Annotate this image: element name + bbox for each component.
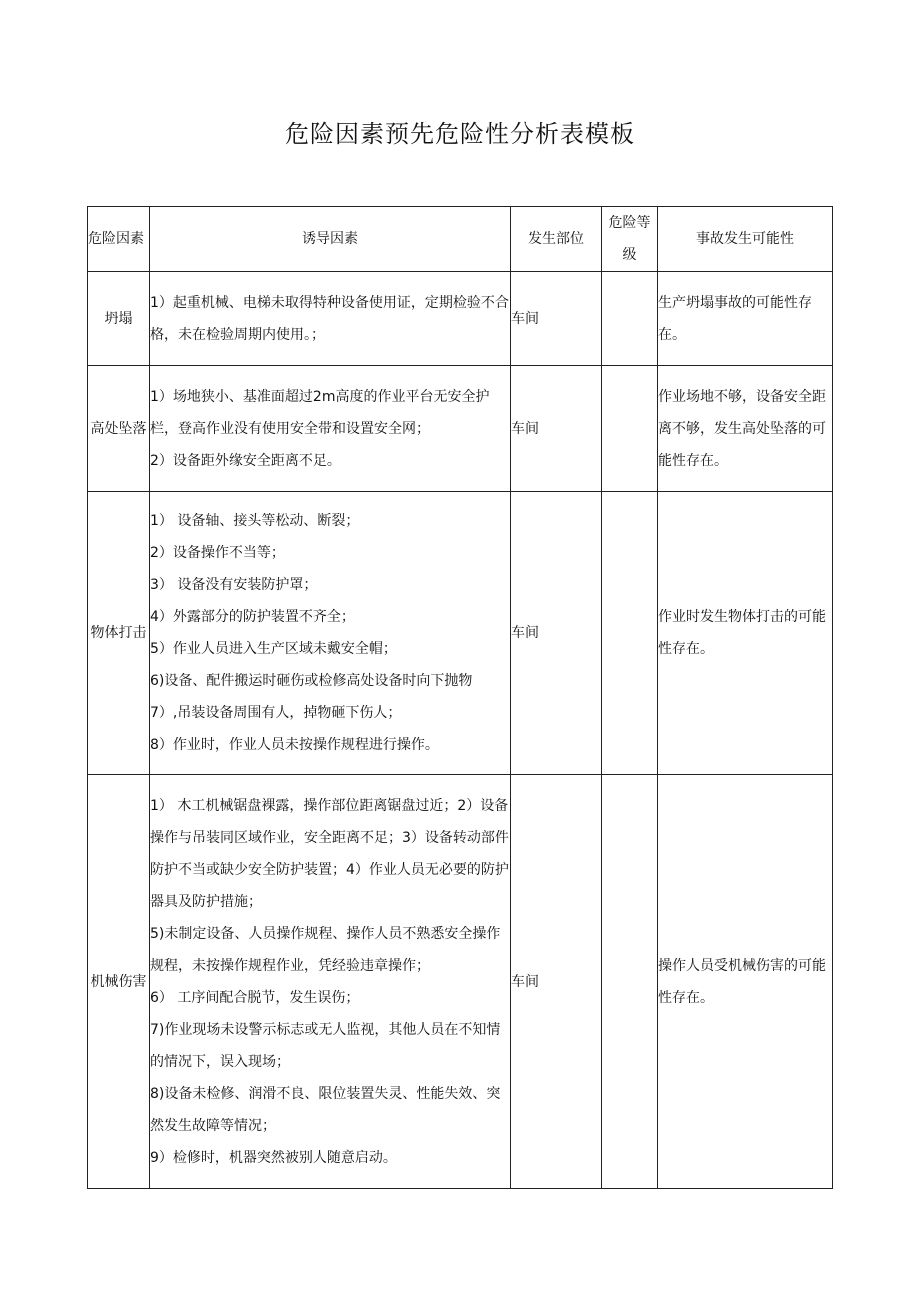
- location-cell: 车间: [511, 492, 602, 775]
- cause-item: 2）设备操作不当等；: [150, 545, 285, 561]
- header-level: 危险等级: [602, 207, 658, 272]
- table-row: [88, 492, 833, 775]
- level-cell: [602, 492, 658, 775]
- level-cell: [602, 775, 658, 1189]
- location-cell: 车间: [511, 272, 602, 366]
- cause-cell: [150, 366, 511, 492]
- hazard-cell: 高处坠落: [88, 366, 150, 492]
- page-title: 危险因素预先危险性分析表模板: [285, 120, 635, 148]
- possibility-cell: 作业时发生物体打击的可能性存在。: [658, 492, 833, 775]
- cause-item: 4）外露部分的防护装置不齐全；: [150, 609, 355, 625]
- cause-cell: [150, 775, 511, 1189]
- header-location: 发生部位: [511, 207, 602, 272]
- cause-item: 8)设备未检修、润滑不良、限位装置失灵、性能失效、突然发生故障等情况；: [150, 1085, 501, 1134]
- header-cause: 诱导因素: [150, 207, 511, 272]
- possibility-cell: 操作人员受机械伤害的可能性存在。: [658, 775, 833, 1189]
- cause-item: 3） 设备没有安装防护罩；: [150, 577, 318, 593]
- hazard-cell: 坍塌: [88, 272, 150, 366]
- hazard-analysis-table: [87, 206, 833, 1189]
- table-header-row: [88, 207, 833, 272]
- header-hazard: 危险因素: [88, 207, 150, 272]
- cause-item: 7)作业现场未设警示标志或无人监视，其他人员在不知情的情况下，误入现场；: [150, 1021, 501, 1070]
- cause-item: 1） 设备轴、接头等松动、断裂；: [150, 513, 360, 529]
- cause-item: 1）起重机械、电梯未取得特种设备使用证，定期检验不合格，未在检验周期内使用。；: [150, 294, 509, 343]
- cause-item: 1） 木工机械锯盘裸露，操作部位距离锯盘过近；2）设备操作与吊装同区域作业，安全距离不足；3）设备转动部件防护不当或缺少安全防护装置；4）作业人员无必要的防护器具及防护措施；: [150, 797, 509, 910]
- table-row: [88, 272, 833, 366]
- cause-item: 6） 工序间配合脱节，发生误伤；: [150, 989, 360, 1006]
- possibility-cell: 作业场地不够，设备安全距离不够，发生高处坠落的可能性存在。: [658, 366, 833, 492]
- cause-item: 9）检修时，机器突然被别人随意启动。: [150, 1149, 397, 1166]
- table-row: [88, 775, 833, 1189]
- cause-cell: [150, 272, 511, 366]
- cause-item: 6)设备、配件搬运时砸伤或检修高处设备时向下抛物: [150, 673, 473, 689]
- cause-item: 7）,吊装设备周围有人，掉物砸下伤人；: [150, 705, 402, 721]
- possibility-cell: 生产坍塌事故的可能性存在。: [658, 272, 833, 366]
- hazard-cell: 物体打击: [88, 492, 150, 775]
- cause-item: 5）作业人员进入生产区域未戴安全帽；: [150, 641, 397, 657]
- level-cell: [602, 272, 658, 366]
- cause-item: 5)未制定设备、人员操作规程、操作人员不熟悉安全操作规程，未按操作规程作业，凭经验违章操作；: [150, 925, 501, 974]
- cause-item: 8）作业时，作业人员未按操作规程进行操作。: [150, 737, 439, 753]
- cause-item: 2）设备距外缘安全距离不足。: [150, 452, 341, 469]
- cause-cell: [150, 492, 511, 775]
- location-cell: 车间: [511, 366, 602, 492]
- header-possibility: 事故发生可能性: [658, 207, 833, 272]
- hazard-cell: 机械伤害: [88, 775, 150, 1189]
- location-cell: 车间: [511, 775, 602, 1189]
- cause-item: 1）场地狭小、基准面超过2m高度的作业平台无安全护栏，登高作业没有使用安全带和设置安全网；: [150, 388, 490, 437]
- level-cell: [602, 366, 658, 492]
- table-row: [88, 366, 833, 492]
